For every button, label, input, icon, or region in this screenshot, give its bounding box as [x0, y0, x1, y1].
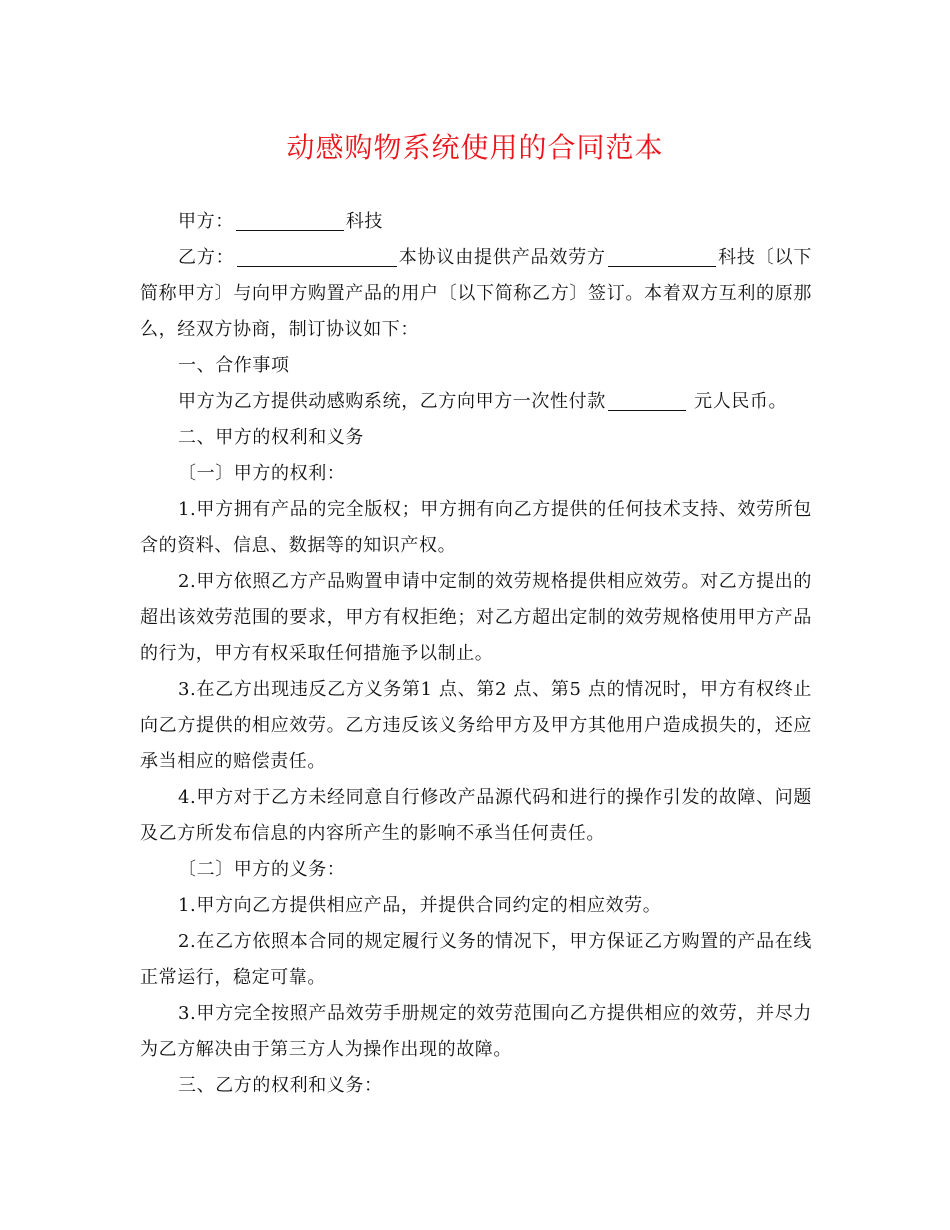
subsection-heading: 〔一〕甲方的权利：: [178, 463, 346, 484]
rights-item: 4.甲方对于乙方未经同意自行修改产品源代码和进行的操作引发的故障、问题及乙方所发布信息的内容所产生的影响不承当任何责任。: [140, 787, 812, 844]
rights-item: 1.甲方拥有产品的完全版权；甲方拥有向乙方提供的任何技术支持、效劳所包含的资料、信息、数据等的知识产权。: [140, 499, 812, 556]
party-a-suffix: 科技: [345, 211, 384, 232]
payment-currency-text: 元人民币。: [687, 391, 788, 412]
document-body: [140, 204, 812, 1104]
rights-item: 2.甲方依照乙方产品购置申请中定制的效劳规格提供相应效劳。对乙方提出的超出该效劳范围的要求，甲方有权拒绝；对乙方超出定制的效劳规格使用甲方产品的行为，甲方有权采取任何措施予以制止。: [140, 571, 812, 664]
party-a-label: 甲方：: [178, 211, 234, 232]
party-b-text2: 科技〔以下简称甲方〕与向甲方购置产品的用户〔以下简称乙方〕签订。本着双方互利的原那么，经双方协商，制订协议如下：: [140, 247, 813, 340]
payment-amount-blank: [608, 388, 686, 411]
party-b-paragraph: [140, 240, 812, 348]
document-title: 动感购物系统使用的合同范本: [286, 131, 664, 164]
section-heading: 一、合作事项: [178, 355, 290, 376]
provider-blank: [608, 244, 716, 267]
obligation-item: 3.甲方完全按照产品效劳手册规定的效劳范围向乙方提供相应的效劳，并尽力为乙方解决由于第三方人为操作出现的故障。: [140, 1003, 812, 1060]
party-b-blank: [237, 244, 397, 267]
payment-text: 甲方为乙方提供动感购系统，乙方向甲方一次性付款: [178, 391, 606, 412]
party-a-blank: [236, 208, 344, 231]
party-b-text1: 本协议由提供产品效劳方: [398, 247, 606, 268]
party-a-line: [140, 204, 812, 240]
section-heading: 二、甲方的权利和义务: [178, 427, 364, 448]
party-b-label: 乙方：: [178, 247, 235, 268]
rights-item: 3.在乙方出现违反乙方义务第1 点、第2 点、第5 点的情况时，甲方有权终止向乙方提供的相应效劳。乙方违反该义务给甲方及甲方其他用户造成损失的，还应承当相应的赔偿责任。: [140, 679, 812, 772]
payment-paragraph: [140, 384, 812, 420]
section-heading: 三、乙方的权利和义务：: [178, 1075, 383, 1096]
obligation-item: 1.甲方向乙方提供相应产品，并提供合同约定的相应效劳。: [178, 895, 662, 916]
obligation-item: 2.在乙方依照本合同的规定履行义务的情况下，甲方保证乙方购置的产品在线正常运行，稳定可靠。: [140, 931, 812, 988]
subsection-heading: 〔二〕甲方的义务：: [178, 859, 346, 880]
